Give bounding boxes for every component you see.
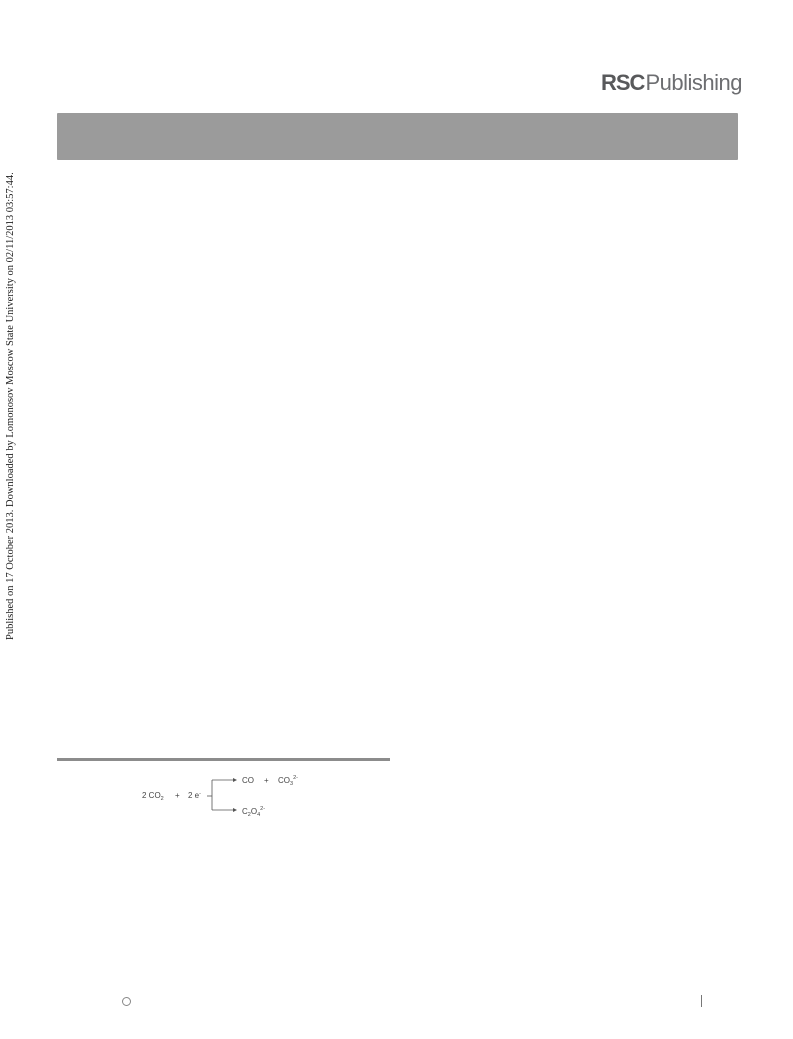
footer-circle-icon <box>122 997 131 1006</box>
plus-sign-2: + <box>264 776 269 785</box>
arrowhead-lower <box>233 808 237 812</box>
arrowhead-upper <box>233 778 237 782</box>
reactant-electrons: 2 e- <box>188 791 201 800</box>
reactant-co2: 2 $CO_2$ <box>142 791 164 802</box>
header-banner <box>57 113 738 160</box>
reaction-scheme <box>130 768 330 824</box>
product-oxalate: $C_2O_4^{2-}$ <box>242 806 266 818</box>
footer-separator <box>701 995 702 1007</box>
product-carbonate: $CO_3^{2-}$ <box>278 775 298 787</box>
publication-watermark: Published on 17 October 2013. Downloaded by Lomonosov Moscow State University on 02/11/2013 03:57:44. <box>5 172 16 640</box>
logo-rsc: RSC <box>601 70 645 95</box>
plus-sign-1: + <box>175 791 180 800</box>
logo-publishing: Publishing <box>645 70 742 95</box>
section-rule <box>57 758 390 761</box>
product-co: CO <box>242 776 254 785</box>
rsc-publishing-logo <box>601 68 742 98</box>
